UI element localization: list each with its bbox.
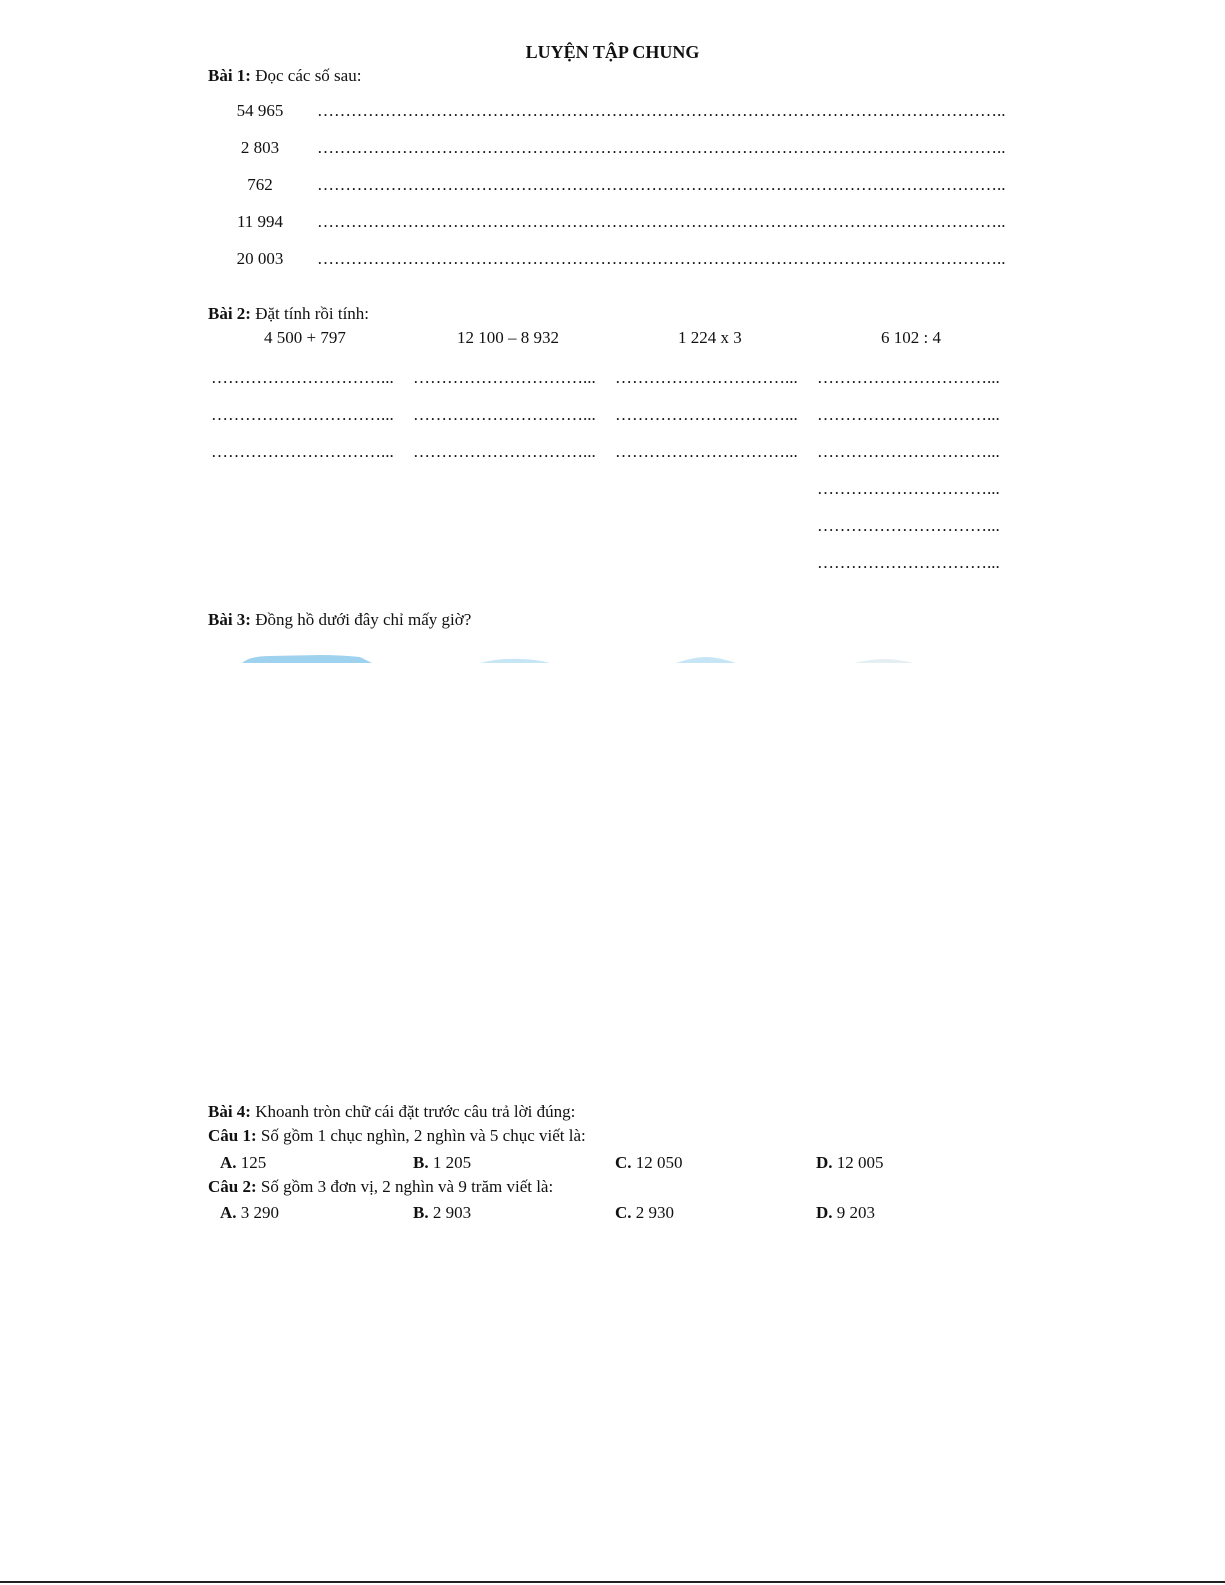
option-value: 2 930 [635, 1203, 675, 1222]
bai2-work-line[interactable]: …………………………... [615, 442, 798, 461]
bai2-heading [208, 304, 369, 324]
option-value: 3 290 [240, 1203, 280, 1222]
bai1-number-4: 11 994 [236, 212, 284, 231]
bai2-work-line[interactable]: …………………………... [211, 368, 394, 387]
bai2-work-line[interactable]: …………………………... [211, 405, 394, 424]
question-2 [208, 1177, 553, 1197]
bai1-number-2: 2 803 [240, 138, 280, 157]
option-value: 125 [240, 1153, 267, 1172]
bai2-work-line[interactable]: …………………………... [817, 553, 1000, 572]
bai2-expr-1: 4 500 + 797 [264, 328, 346, 347]
bai4-text: Khoanh tròn chữ cái đặt trước câu trả lời đúng: [255, 1102, 576, 1121]
q2-option-c[interactable] [615, 1203, 674, 1223]
option-value: 1 205 [432, 1153, 472, 1172]
option-letter: B. [413, 1153, 429, 1172]
q1-option-a[interactable] [220, 1153, 266, 1173]
bai1-answer-line-5[interactable]: ………………………………………………………………………………………………………….. [317, 249, 1006, 268]
question-1-text: Số gồm 1 chục nghìn, 2 nghìn và 5 chục viết là: [260, 1126, 586, 1145]
option-letter: A. [220, 1203, 237, 1222]
q2-option-a[interactable] [220, 1203, 279, 1223]
option-letter: D. [816, 1203, 833, 1222]
bai1-answer-line-1[interactable]: ………………………………………………………………………………………………………….. [317, 101, 1006, 120]
question-1-label: Câu 1: [208, 1126, 257, 1145]
bai2-work-line[interactable]: …………………………... [211, 442, 394, 461]
bai2-work-line[interactable]: …………………………... [413, 442, 596, 461]
clock-image-2 [480, 648, 550, 656]
bai1-answer-line-4[interactable]: ………………………………………………………………………………………………………….. [317, 212, 1006, 231]
clock-image-1 [240, 648, 374, 656]
bai2-work-line[interactable]: …………………………... [615, 368, 798, 387]
question-2-text: Số gồm 3 đơn vị, 2 nghìn và 9 trăm viết là: [260, 1177, 554, 1196]
q1-option-c[interactable] [615, 1153, 683, 1173]
bai1-label: Bài 1: [208, 66, 251, 85]
bai2-work-line[interactable]: …………………………... [817, 516, 1000, 535]
bai3-heading [208, 610, 471, 630]
bai2-label: Bài 2: [208, 304, 251, 323]
option-letter: C. [615, 1203, 632, 1222]
bai2-text: Đặt tính rồi tính: [255, 304, 370, 323]
page-bottom-border [0, 1581, 1225, 1583]
bai3-text: Đồng hồ dưới đây chỉ mấy giờ? [255, 610, 472, 629]
bai2-work-line[interactable]: …………………………... [817, 442, 1000, 461]
bai4-label: Bài 4: [208, 1102, 251, 1121]
bai2-work-line[interactable]: …………………………... [817, 405, 1000, 424]
bai2-work-line[interactable]: …………………………... [817, 368, 1000, 387]
q2-option-d[interactable] [816, 1203, 875, 1223]
page-title: LUYỆN TẬP CHUNG [525, 42, 700, 62]
bai4-heading [208, 1102, 575, 1122]
bai1-number-5: 20 003 [236, 249, 284, 268]
bai1-answer-line-3[interactable]: ………………………………………………………………………………………………………….. [317, 175, 1006, 194]
bai1-number-1: 54 965 [236, 101, 284, 120]
bai1-answer-line-2[interactable]: ………………………………………………………………………………………………………….. [317, 138, 1006, 157]
option-letter: C. [615, 1153, 632, 1172]
bai2-expr-4: 6 102 : 4 [881, 328, 941, 347]
option-value: 12 005 [836, 1153, 884, 1172]
bai2-expr-3: 1 224 x 3 [678, 328, 742, 347]
bai3-label: Bài 3: [208, 610, 251, 629]
bai1-text: Đọc các số sau: [255, 66, 362, 85]
bai1-number-3: 762 [247, 175, 273, 194]
bai2-work-line[interactable]: …………………………... [817, 479, 1000, 498]
question-1 [208, 1126, 586, 1146]
option-letter: B. [413, 1203, 429, 1222]
bai2-work-line[interactable]: …………………………... [615, 405, 798, 424]
bai2-work-line[interactable]: …………………………... [413, 368, 596, 387]
option-value: 9 203 [836, 1203, 876, 1222]
q1-option-b[interactable] [413, 1153, 471, 1173]
clock-image-3 [676, 648, 736, 656]
bai2-work-line[interactable]: …………………………... [413, 405, 596, 424]
clock-image-4 [854, 648, 914, 656]
option-value: 2 903 [432, 1203, 472, 1222]
q2-option-b[interactable] [413, 1203, 471, 1223]
option-letter: D. [816, 1153, 833, 1172]
bai2-expr-2: 12 100 – 8 932 [457, 328, 559, 347]
option-letter: A. [220, 1153, 237, 1172]
option-value: 12 050 [635, 1153, 683, 1172]
q1-option-d[interactable] [816, 1153, 884, 1173]
bai1-heading [208, 66, 361, 86]
question-2-label: Câu 2: [208, 1177, 257, 1196]
